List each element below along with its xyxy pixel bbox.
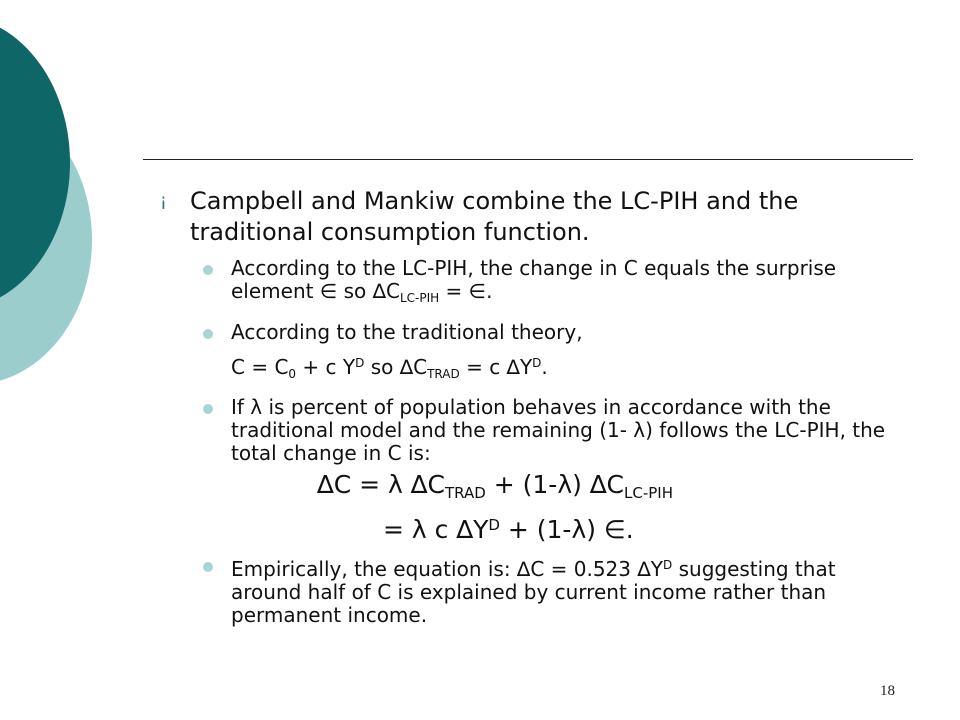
epsilon-symbol: ∈ [603,515,626,544]
delta-symbol: ∆ [637,557,651,581]
delta-symbol: ∆ [456,515,474,544]
lambda-symbol: λ [388,470,403,499]
total-change-equation-expanded [160,509,900,546]
lambda-symbol: λ [633,418,646,442]
sub-point-text: so [337,279,373,303]
total-change-equation [160,469,900,509]
subscript-lc-pih: LC-PIH [399,291,440,305]
delta-symbol: ∆ [372,279,387,303]
sub-point-text: is percent of population behaves in accordance with the traditional model and the remaining (1- [231,395,831,442]
lambda-symbol: λ [557,470,573,499]
equation-text: so [364,355,400,379]
delta-symbol: ∆ [516,557,531,581]
equation-text: + c Y [296,355,356,379]
slide-body [160,186,900,638]
sub-point-text: Y [650,557,663,581]
bullet-icon: ¡ [160,191,167,211]
traditional-equation [160,351,900,386]
bullet-dot-icon [203,329,213,339]
equation-text: C = [333,470,389,499]
equation-text: = [383,515,412,544]
superscript-d: D [662,558,673,572]
equation-text [403,470,411,499]
lambda-symbol: λ [411,515,427,544]
bullet-dot-icon [203,562,213,572]
equation-text: Y [473,515,489,544]
lambda-symbol: λ [571,515,587,544]
main-point-text: Campbell and Mankiw combine the LC-PIH and the traditional consumption function. [190,187,799,246]
sub-point-text: ) follows the LC-PIH, the total change in C is: [231,418,886,465]
equation-text: c [426,515,457,544]
equation-text: = c [459,355,507,379]
bullet-dot-icon [203,404,213,414]
sub-point-text: . [486,279,493,303]
sub-point-text: Empirically, the equation is: [231,557,517,581]
superscript-d: D [355,356,365,370]
subscript-lc-pih: LC-PIH [624,484,674,502]
delta-symbol: ∆ [399,355,414,379]
variable-c: C [386,279,400,303]
bullet-dot-icon [203,265,213,275]
equation-text: . [625,515,634,544]
equation-text: + (1- [485,470,558,499]
sub-point-traditional [160,321,900,344]
subscript-trad: TRAD [427,367,460,381]
sub-point-text: According to the traditional theory, [231,320,583,344]
sub-point-text: = [439,279,469,303]
delta-symbol: ∆ [410,470,428,499]
sub-point-empirical [160,554,900,627]
delta-symbol: ∆ [317,470,334,499]
sub-point-lc-pih [160,257,900,310]
epsilon-symbol: ∈ [319,279,338,303]
sub-point-lambda [160,396,900,465]
sub-point-text: suggesting that around half of C is explained by current income rather than permanent income. [231,557,836,627]
equation-text: C [427,470,445,499]
sub-point-text: If [231,395,251,419]
delta-symbol: ∆ [589,470,607,499]
equation-text: . [541,355,548,379]
title-divider [143,159,913,160]
superscript-d: D [532,356,542,370]
main-point [160,186,900,248]
sub-point-text: C = 0.523 [530,557,638,581]
equation-text: C [413,355,428,379]
equation-text: C [606,470,625,499]
page-number: 18 [880,683,895,699]
lambda-symbol: λ [250,395,263,419]
subscript-trad: TRAD [444,484,486,502]
equation-text: + (1- [499,515,572,544]
subscript-zero: 0 [288,367,297,381]
sub-point-text: According to the LC-PIH, the change in C equals the surprise element [231,256,837,303]
superscript-d: D [488,516,500,534]
equation-text: ) [586,515,604,544]
delta-symbol: ∆ [506,355,520,379]
equation-text: Y [519,355,533,379]
epsilon-symbol: ∈ [468,279,487,303]
equation-text: ) [572,470,590,499]
equation-text: C = C [231,355,289,379]
